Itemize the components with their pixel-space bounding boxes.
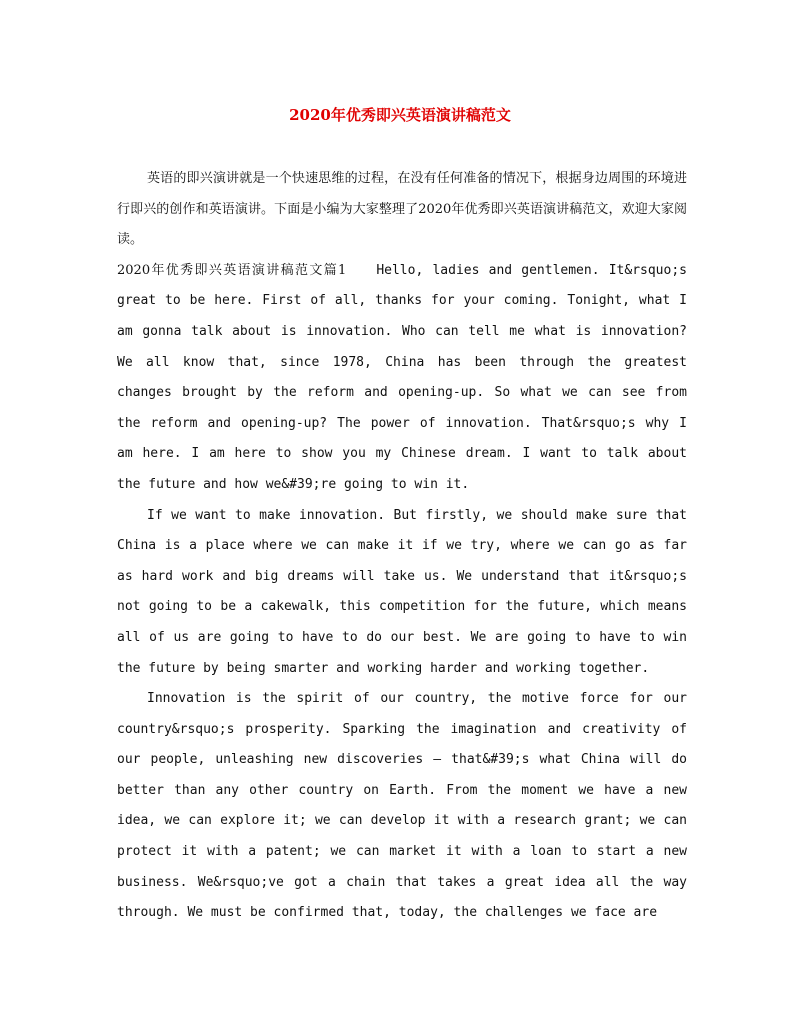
paragraph-2: If we want to make innovation. But firstly, we should make sure that China is a place where we can make it if we try, where we can go as far as hard work and big dreams will take us. We understand that it&rsquo;s not going to be a cakewalk, this competition for the future, which means all of us are going to have to do our best. We are going to have to win the future by being smarter and working harder and working together. — [117, 507, 687, 676]
section-1-paragraph — [117, 256, 687, 501]
intro-paragraph: 英语的即兴演讲就是一个快速思维的过程，在没有任何准备的情况下，根据身边周围的环境进行即兴的创作和英语演讲。下面是小编为大家整理了2020年优秀即兴英语演讲稿范文，欢迎大家阅读。 — [117, 171, 687, 248]
paragraph-1-text: Hello, ladies and gentlemen. It&rsquo;s great to be here. First of all, thanks for your coming. Tonight, what I am gonna talk about is innovation. Who can tell me what is innovation? We all know that, since 1978, China has been through the greatest changes brought by the reform and opening-up. So what we can see from the reform and opening-up? The power of innovation. That&rsquo;s why I am here. I am here to show you my Chinese dream. I want to talk about the future and how we&#39;re going to win it. — [117, 262, 687, 492]
document-body — [117, 164, 687, 929]
paragraph-3: Innovation is the spirit of our country, the motive force for our country&rsquo;s prosperity. Sparking the imagination and creativity of our people, unleashing new discoveries — that&#39;s what China will do better than any other country on Earth. From the moment we have a new idea, we can explore it; we can develop it with a research grant; we can protect it with a patent; we can market it with a loan to start a new business. We&rsquo;ve got a chain that takes a great idea all the way through. We must be confirmed that, today, the challenges we face are — [117, 691, 687, 921]
document-title: 2020年优秀即兴英语演讲稿范文 — [289, 106, 511, 124]
section-heading: 2020年优秀即兴英语演讲稿范文篇1 — [117, 262, 347, 278]
